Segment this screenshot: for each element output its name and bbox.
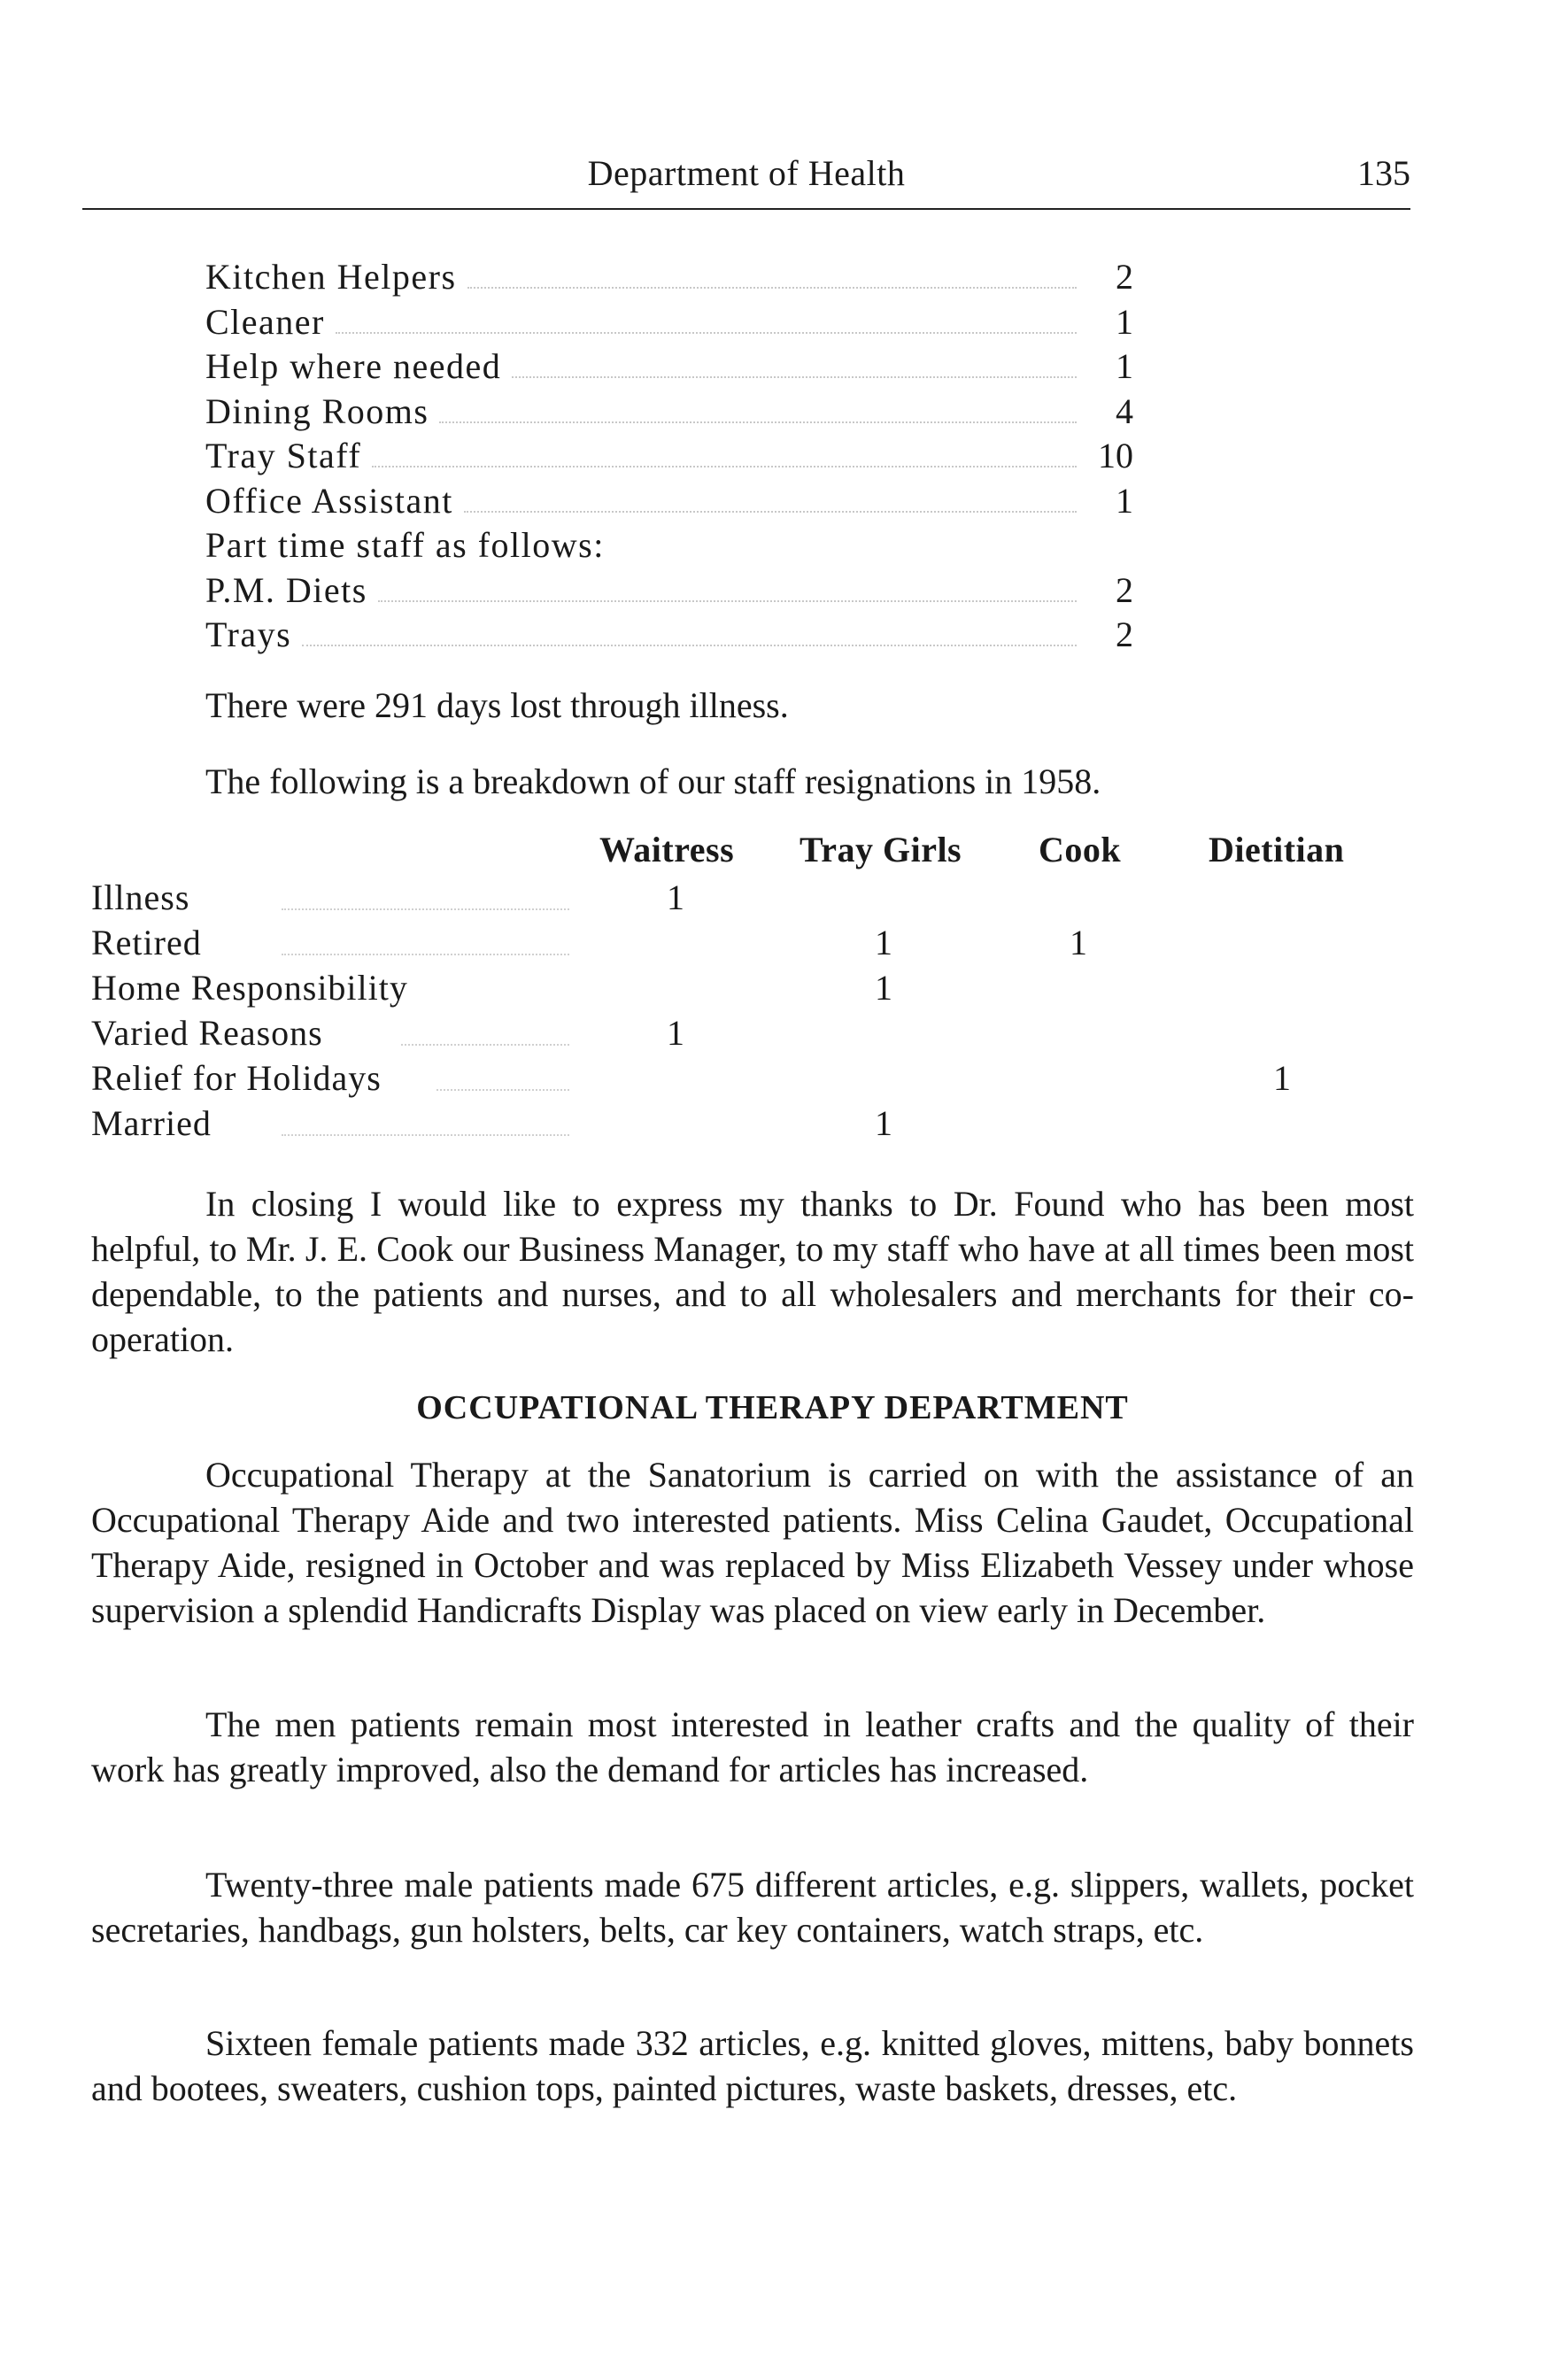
table-cell: 1 — [1273, 1058, 1291, 1098]
column-header: Waitress — [599, 830, 735, 869]
staff-row — [205, 344, 1133, 390]
table-cell: 1 — [875, 1103, 892, 1143]
staff-row — [205, 479, 1133, 524]
body-paragraph: Sixteen female patients made 332 articles, e.g. knitted gloves, mittens, baby bonnets and bootees, sweaters, cushion tops, painted pictures, waste baskets, dresses, etc. — [91, 2023, 1414, 2108]
staff-count: 2 — [1116, 257, 1133, 297]
dot-leader — [467, 287, 1077, 289]
staff-row — [205, 434, 1133, 479]
body-paragraph: The men patients remain most interested in leather crafts and the quality of their work has greatly improved, also the demand for articles has increased. — [91, 1704, 1414, 1789]
running-title: Department of Health — [587, 153, 906, 193]
staff-row — [205, 390, 1133, 435]
staff-label: Office Assistant — [205, 480, 453, 521]
body-paragraph: Occupational Therapy at the Sanatorium is carried on with the assistance of an Occupational Therapy Aide and two interested patients. Miss Celina Gaudet, Occupational Therapy Aide, resigned in October and was replaced by Miss Elizabeth Vessey under whose supervision a splendid Handicrafts Display was placed on view early in December. — [91, 1455, 1414, 1630]
row-label: Retired — [91, 923, 202, 962]
part-time-row — [205, 568, 1133, 614]
column-header: Dietitian — [1209, 830, 1345, 869]
row-label: Home Responsibility — [91, 968, 408, 1008]
header-rule — [82, 208, 1410, 210]
staff-count: 10 — [1098, 436, 1133, 475]
part-time-heading: Part time staff as follows: — [205, 525, 605, 565]
staff-count: 1 — [1116, 480, 1133, 521]
resignation-table — [91, 829, 1428, 1148]
staff-row — [205, 300, 1133, 345]
table-row — [91, 877, 1428, 922]
staff-count: 2 — [1116, 614, 1133, 654]
staff-count: 1 — [1116, 301, 1133, 342]
section-heading: OCCUPATIONAL THERAPY DEPARTMENT — [416, 1389, 1129, 1426]
closing-paragraph: In closing I would like to express my thanks to Dr. Found who has been most helpful, to Mr. J. E. Cook our Business Manager, to my staff who have at all times been most dependable, to the patients and nurses, and to all wholesalers and merchants for their co-operation. — [91, 1184, 1414, 1359]
staff-label: Trays — [205, 614, 292, 654]
dot-leader — [401, 1044, 569, 1046]
table-cell: 1 — [875, 923, 892, 962]
table-cell: 1 — [1070, 923, 1087, 962]
part-time-row — [205, 613, 1133, 658]
body-paragraph: Twenty-three male patients made 675 different articles, e.g. slippers, wallets, pocket secretaries, handbags, gun holsters, belts, car key containers, watch straps, etc. — [91, 1865, 1414, 1950]
staff-label: Dining Rooms — [205, 390, 429, 431]
breakdown-intro: The following is a breakdown of our staff resignations in 1958. — [205, 761, 1101, 801]
dot-leader — [378, 600, 1077, 602]
page-number: 135 — [1357, 153, 1410, 193]
dot-leader — [439, 421, 1077, 423]
staff-count: 2 — [1116, 569, 1133, 610]
dot-leader — [282, 954, 569, 955]
table-cell: 1 — [667, 1013, 684, 1053]
table-row — [91, 922, 1428, 967]
table-row — [91, 1057, 1428, 1102]
dot-leader — [282, 908, 569, 910]
staff-label: Help where needed — [205, 346, 502, 386]
table-header-row — [91, 829, 1428, 877]
staff-label: Tray Staff — [205, 436, 362, 475]
column-header: Cook — [1039, 830, 1122, 869]
days-lost-text: There were 291 days lost through illness. — [205, 685, 789, 725]
table-row — [91, 1102, 1428, 1148]
row-label: Varied Reasons — [91, 1013, 323, 1053]
column-header: Tray Girls — [800, 830, 962, 869]
row-label: Relief for Holidays — [91, 1058, 382, 1098]
staff-label: P.M. Diets — [205, 569, 367, 610]
staff-count: 4 — [1116, 390, 1133, 431]
dot-leader — [282, 1134, 569, 1136]
staff-count: 1 — [1116, 346, 1133, 386]
staff-list — [205, 255, 1133, 658]
staff-row — [205, 255, 1133, 300]
row-label: Illness — [91, 877, 190, 917]
table-cell: 1 — [667, 877, 684, 917]
table-row — [91, 967, 1428, 1012]
page-header — [82, 152, 1410, 204]
dot-leader — [302, 645, 1077, 646]
table-row — [91, 1012, 1428, 1057]
table-cell: 1 — [875, 968, 892, 1008]
dot-leader — [336, 332, 1077, 334]
row-label: Married — [91, 1103, 212, 1143]
dot-leader — [372, 466, 1077, 468]
dot-leader — [512, 376, 1077, 378]
staff-label: Kitchen Helpers — [205, 257, 457, 297]
staff-label: Cleaner — [205, 301, 325, 342]
dot-leader — [464, 511, 1077, 513]
dot-leader — [436, 1089, 569, 1091]
